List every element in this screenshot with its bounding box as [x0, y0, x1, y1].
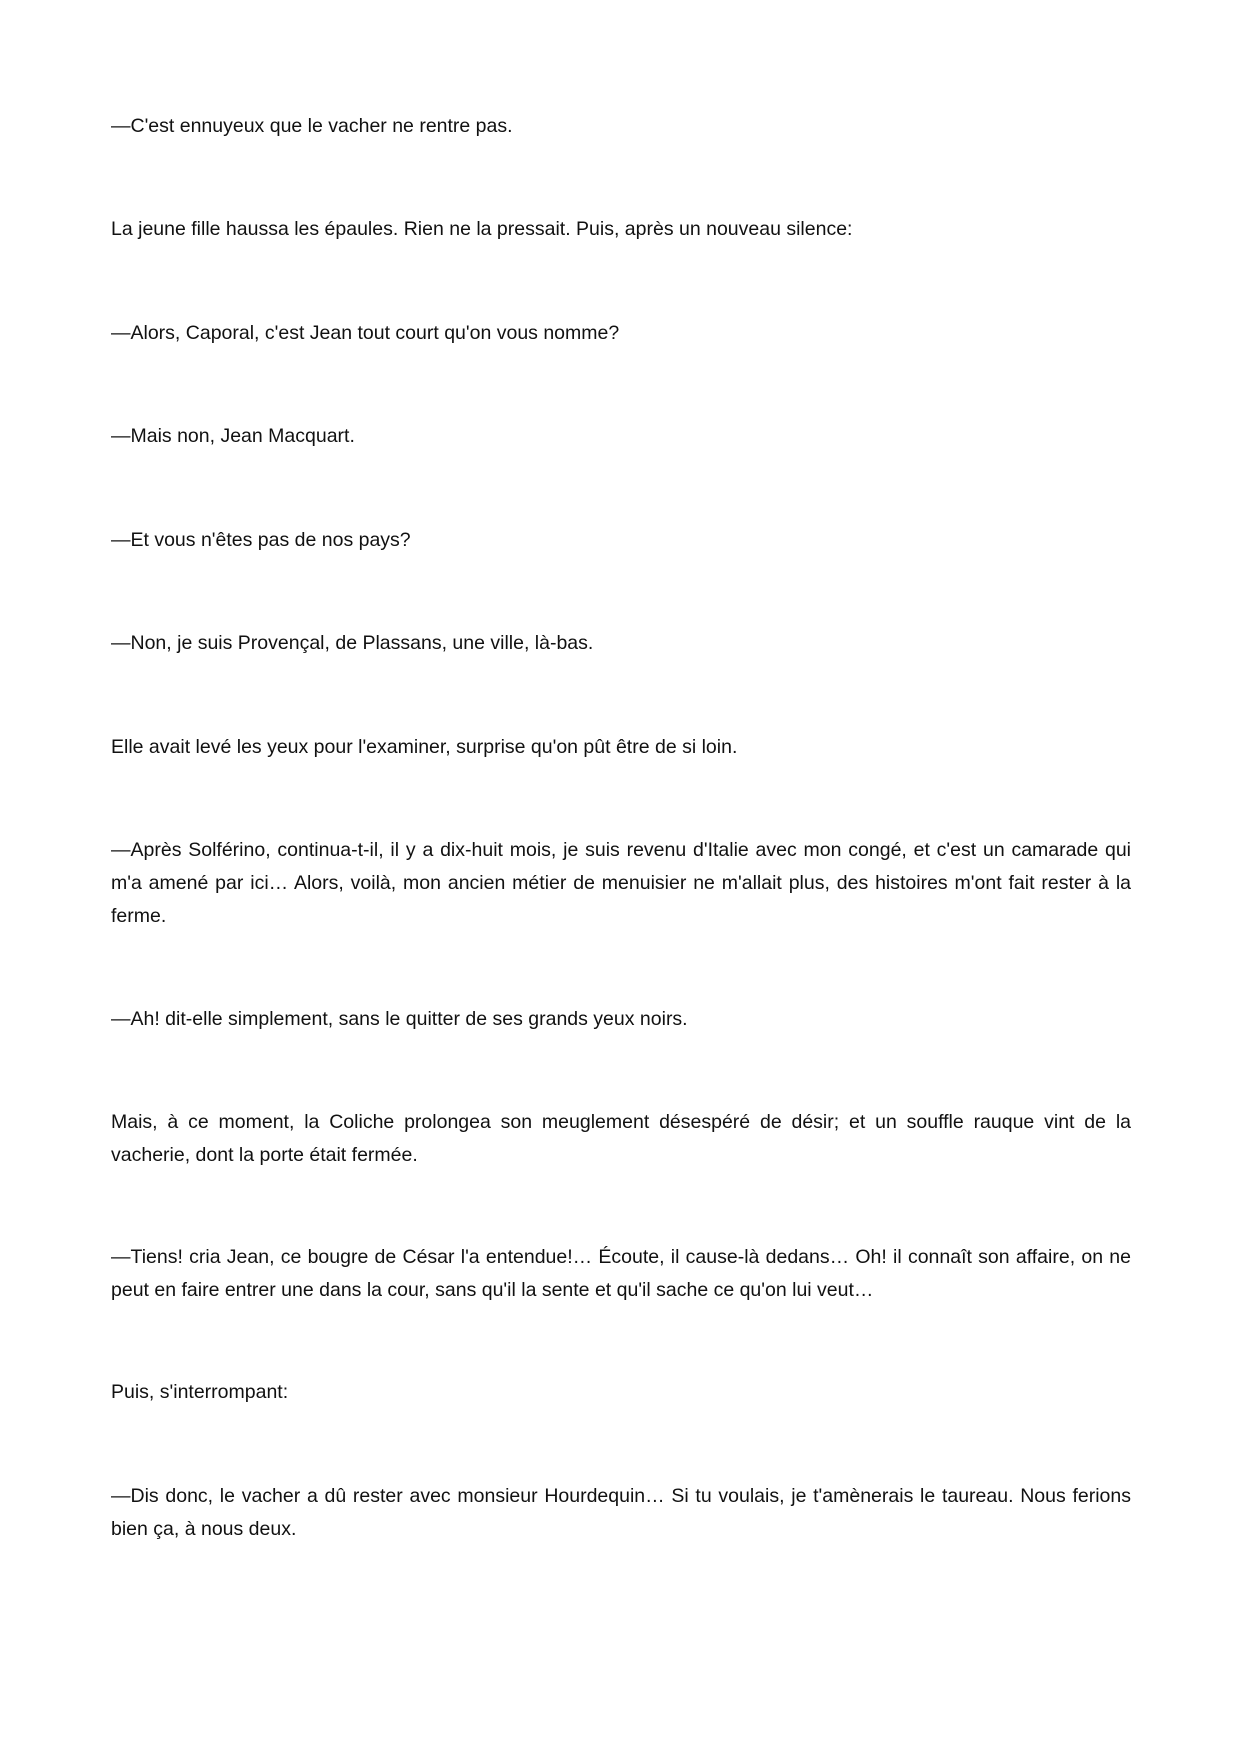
- paragraph-12: Puis, s'interrompant:: [111, 1381, 289, 1403]
- paragraph-1: —C'est ennuyeux que le vacher ne rentre pas.: [111, 115, 513, 137]
- paragraph-11: —Tiens! cria Jean, ce bougre de César l'a entendue!… Écoute, il cause-là dedans… Oh! il connaît son affaire, on ne peut en faire entrer une dans la cour, sans qu'il la sente et qu'il sache ce qu'on lui veut…: [111, 1246, 1131, 1301]
- paragraph-6: —Non, je suis Provençal, de Plassans, une ville, là-bas.: [111, 632, 594, 654]
- paragraph-2: La jeune fille haussa les épaules. Rien ne la pressait. Puis, après un nouveau silence:: [111, 218, 853, 240]
- paragraph-5: —Et vous n'êtes pas de nos pays?: [111, 529, 411, 551]
- paragraph-9: —Ah! dit-elle simplement, sans le quitter de ses grands yeux noirs.: [111, 1008, 688, 1030]
- paragraph-8: —Après Solférino, continua-t-il, il y a dix-huit mois, je suis revenu d'Italie avec mon congé, et c'est un camarade qui m'a amené par ici… Alors, voilà, mon ancien métier de menuisier ne m'allait plus, des histoires m'ont fait rester à la ferme.: [111, 839, 1131, 927]
- paragraph-7: Elle avait levé les yeux pour l'examiner, surprise qu'on pût être de si loin.: [111, 736, 738, 758]
- paragraph-13: —Dis donc, le vacher a dû rester avec monsieur Hourdequin… Si tu voulais, je t'amènerais le taureau. Nous ferions bien ça, à nous deux.: [111, 1485, 1131, 1540]
- paragraph-3: —Alors, Caporal, c'est Jean tout court qu'on vous nomme?: [111, 322, 620, 344]
- paragraph-4: —Mais non, Jean Macquart.: [111, 425, 355, 447]
- paragraph-10: Mais, à ce moment, la Coliche prolongea son meuglement désespéré de désir; et un souffle rauque vint de la vacherie, dont la porte était fermée.: [111, 1111, 1131, 1166]
